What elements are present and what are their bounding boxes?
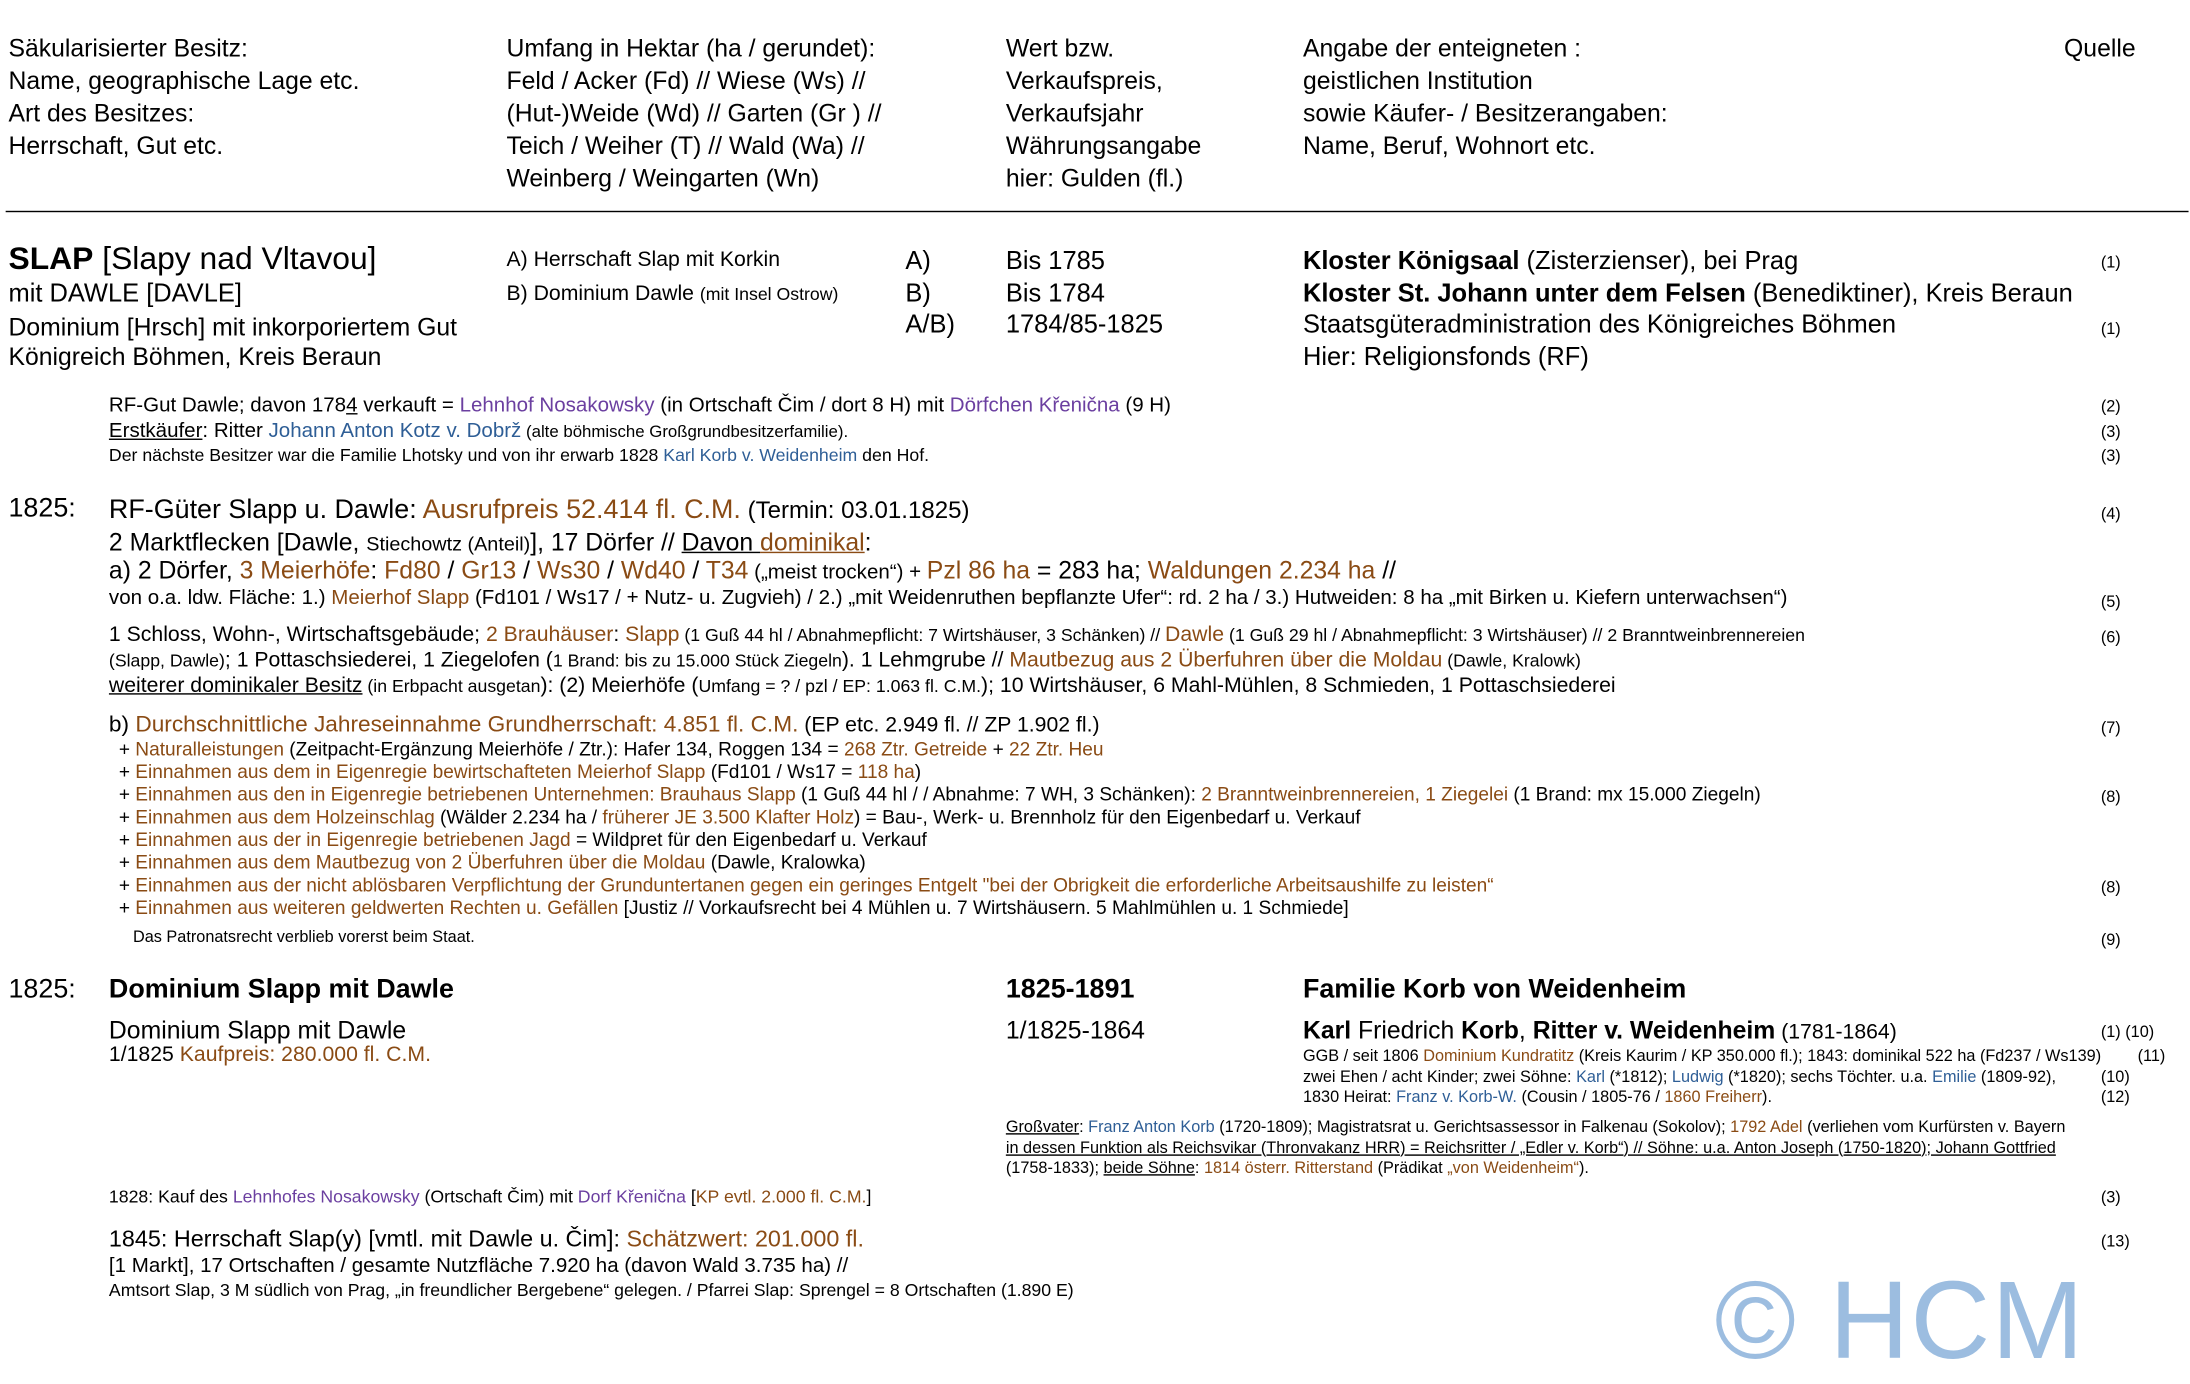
detail-line: (1758-1833); beide Söhne: 1814 österr. Ritterstand (Prädikat „von Weidenheim“). xyxy=(1005,1160,1589,1178)
source-ref: (10) xyxy=(2100,1069,2130,1087)
entry-labels xyxy=(905,245,955,340)
family-title: Familie Korb von Weidenheim xyxy=(1302,974,1687,1005)
label-b: B) xyxy=(905,277,931,307)
source-ref: (4) xyxy=(2100,506,2121,524)
source-ref: (12) xyxy=(2100,1089,2130,1107)
header-line: Name, geographische Lage etc. xyxy=(8,66,360,95)
source-ref: (5) xyxy=(2100,594,2121,612)
entry-dates xyxy=(1006,245,1163,340)
header-line: Währungsangabe xyxy=(1005,131,1202,160)
list-item: + Einnahmen aus weiteren geldwerten Rechten u. Gefällen [Justiz // Vorkaufsrecht bei 4 Mühlen u. 7 Wirtshäusern. 5 Mahlmühlen u. 1 Schmiede] xyxy=(118,896,1349,919)
header-line: Teich / Weiher (T) // Wald (Wa) // xyxy=(506,131,865,160)
header-line: sowie Käufer- / Besitzerangaben: xyxy=(1302,99,1668,128)
header-line: Name, Beruf, Wohnort etc. xyxy=(1302,131,1596,160)
section-line: 1/1825 Kaufpreis: 280.000 fl. C.M. xyxy=(108,1042,431,1067)
label-ab: A/B) xyxy=(905,309,955,339)
source-ref: (1) xyxy=(2100,321,2121,339)
header-line: Herrschaft, Gut etc. xyxy=(8,131,224,160)
header-col-umfang xyxy=(506,33,881,196)
herrschaft-1845: 1845: Herrschaft Slap(y) [vmtl. mit Dawle u. Čim]: Schätzwert: 201.000 fl. xyxy=(108,1226,864,1253)
institution-4: Hier: Religionsfonds (RF) xyxy=(1302,341,1589,370)
list-item: + Einnahmen aus dem Mautbezug von 2 Überfuhren über die Moldau (Dawle, Kralowka) xyxy=(118,851,866,873)
date-b: Bis 1784 xyxy=(1005,277,1105,307)
section-title: RF-Güter Slapp u. Dawle: Ausrufpreis 52.414 fl. C.M. (Termin: 03.01.1825) xyxy=(108,495,970,525)
entry-line: Dominium [Hrsch] mit inkorporiertem Gut xyxy=(8,312,457,341)
header-line: Art des Besitzes: xyxy=(8,99,195,128)
source-ref: (6) xyxy=(2100,629,2121,647)
header-divider xyxy=(6,211,2189,212)
header-line: Feld / Acker (Fd) // Wiese (Ws) // xyxy=(506,66,866,95)
source-ref: (3) xyxy=(2100,424,2121,442)
header-col-institution xyxy=(1303,33,1668,163)
header-line: Verkaufspreis, xyxy=(1005,66,1163,95)
detail-line: zwei Ehen / acht Kinder; zwei Söhne: Karl (*1812); Ludwig (*1820); sechs Töchter. u.a. Emilie (1809-92), xyxy=(1302,1068,2057,1086)
header-line: Verkaufsjahr xyxy=(1005,99,1144,128)
list-item: + Einnahmen aus dem in Eigenregie bewirtschafteten Meierhof Slapp (Fd101 / Ws17 = 118 ha) xyxy=(118,761,922,783)
section-title: Dominium Slapp mit Dawle xyxy=(108,974,454,1005)
header-line: (Hut-)Weide (Wd) // Garten (Gr ) // xyxy=(506,99,882,128)
institution-2: Kloster St. Johann unter dem Felsen (Benediktiner), Kreis Beraun xyxy=(1302,277,2073,307)
copyright-watermark: © HCM xyxy=(1714,1257,2085,1383)
list-item: + Naturalleistungen (Zeitpacht-Ergänzung Meierhöfe / Ztr.): Hafer 134, Roggen 134 = 268 Ztr. Getreide + 22 Ztr. Heu xyxy=(118,738,1104,760)
part-b-main: B) Dominium Dawle xyxy=(506,281,700,306)
note-line: RF-Gut Dawle; davon 1784 verkauft = Lehnhof Nosakowsky (in Ortschaft Čim / dort 8 H) mit Dörfchen Křenična (9 H) xyxy=(108,394,1171,418)
header-line: Säkularisierter Besitz: xyxy=(8,33,248,63)
period: 1/1825-1864 xyxy=(1005,1015,1145,1045)
label-a: A) xyxy=(905,246,931,275)
source-ref: (3) xyxy=(2100,1189,2121,1207)
header-line: hier: Gulden (fl.) xyxy=(1005,164,1184,193)
section-line: von o.a. ldw. Fläche: 1.) Meierhof Slapp (Fd101 / Ws17 / + Nutz- u. Zugvieh) / 2.) „mit Weidenruthen bepflanzte Ufer“: rd. 2 ha / 3.) Hutweiden: 8 ha „mit Birken u. Kiefern unterwachsen“) xyxy=(108,587,1788,610)
header-line: Umfang in Hektar (ha / gerundet): xyxy=(506,33,876,63)
source-ref: (8) xyxy=(2100,879,2121,897)
section-line: Dominium Slapp mit Dawle xyxy=(108,1015,407,1045)
detail-line: in dessen Funktion als Reichsvikar (Thronvakanz HRR) = Reichsritter / „Edler v. Korb“) // Söhne: u.a. Anton Joseph (1750-1820); Johann Gottfried xyxy=(1005,1139,2056,1157)
herrschaft-1845-line: [1 Markt], 17 Ortschaften / gesamte Nutzfläche 7.920 ha (davon Wald 3.735 ha) // xyxy=(108,1254,849,1278)
section-line: (Slapp, Dawle); 1 Pottaschsiederei, 1 Ziegelofen (1 Brand: bis zu 15.000 Stück Ziegeln). 1 Lehmgrube // Mautbezug aus 2 Überfuhren über die Moldau (Dawle, Kralowk) xyxy=(108,647,1581,672)
date-a: Bis 1785 xyxy=(1005,246,1105,275)
note-line: Der nächste Besitzer war die Familie Lhotsky und von ihr erwarb 1828 Karl Korb v. Weidenheim den Hof. xyxy=(108,445,930,466)
owner-name: Karl Friedrich Korb, Ritter v. Weidenheim (1781-1864) xyxy=(1302,1015,1897,1045)
entry-part-b xyxy=(506,282,838,307)
header-col-quelle: Quelle xyxy=(2064,33,2136,63)
list-item: + Einnahmen aus der nicht ablösbaren Verpflichtung der Grunduntertanen gegen ein geringes Entgelt "bei der Obrigkeit die erforderliche Arbeitsaushilfe zu leisten“ xyxy=(118,874,1494,896)
note-line: Erstkäufer: Ritter Johann Anton Kotz v. Dobrž (alte böhmische Großgrundbesitzerfamilie). xyxy=(108,420,849,443)
institution-3: Staatsgüteradministration des Königreiches Böhmen xyxy=(1302,309,1897,339)
part-b-small: (mit Insel Ostrow) xyxy=(699,284,839,305)
year-label: 1825: xyxy=(8,493,76,524)
list-item: + Einnahmen aus dem Holzeinschlag (Wälder 2.234 ha / früherer JE 3.500 Klafter Holz) = Bau-, Werk- u. Brennholz für den Eigenbedarf u. Verkauf xyxy=(118,806,1361,828)
entry-institutions xyxy=(1303,245,2073,372)
entry-name-rest: [Slapy nad Vltavou] xyxy=(93,240,377,276)
header-line: geistlichen Institution xyxy=(1302,66,1533,95)
entry-line: Königreich Böhmen, Kreis Beraun xyxy=(8,342,382,371)
period: 1825-1891 xyxy=(1005,974,1135,1005)
header-line: Wert bzw. xyxy=(1005,33,1115,63)
section-line: weiterer dominikaler Besitz (in Erbpacht ausgetan): (2) Meierhöfe (Umfang = ? / pzl / EP: 1.063 fl. C.M.); 10 Wirtshäuser, 6 Mahl-Mühlen, 8 Schmieden, 1 Pottaschsiederei xyxy=(108,673,1616,698)
source-ref: (2) xyxy=(2100,398,2121,416)
source-ref: (3) xyxy=(2100,448,2121,466)
source-ref: (13) xyxy=(2100,1233,2130,1251)
source-ref: (1) (10) xyxy=(2100,1024,2155,1042)
section-line: a) 2 Dörfer, 3 Meierhöfe: Fd80 / Gr13 / Ws30 / Wd40 / T34 („meist trocken“) + Pzl 86 ha = 283 ha; Waldungen 2.234 ha // xyxy=(108,555,1396,585)
grandfather-note xyxy=(1006,1118,2066,1180)
header-line: Angabe der enteigneten : xyxy=(1302,33,1582,63)
list-item: + Einnahmen aus der in Eigenregie betriebenen Jagd = Wildpret für den Eigenbedarf u. Verkauf xyxy=(118,829,927,851)
patronat-note: Das Patronatsrecht verblieb vorerst beim Staat. xyxy=(132,929,475,947)
source-ref: (11) xyxy=(2137,1048,2166,1066)
entry-line: mit DAWLE [DAVLE] xyxy=(8,278,242,307)
entry-part-a: A) Herrschaft Slap mit Korkin xyxy=(506,247,781,272)
section-line: b) Durchschnittliche Jahreseinnahme Grundherrschaft: 4.851 fl. C.M. (EP etc. 2.949 fl. // ZP 1.902 fl.) xyxy=(108,713,1100,738)
purchase-1828: 1828: Kauf des Lehnhofes Nosakowsky (Ortschaft Čim) mit Dorf Křenična [KP evtl. 2.000 fl. C.M.] xyxy=(108,1186,872,1207)
date-ab: 1784/85-1825 xyxy=(1005,309,1164,339)
detail-line: Großvater: Franz Anton Korb (1720-1809); Magistratsrat u. Gerichtsassessor in Falkenau (Sokolov); 1792 Adel (verliehen vom Kurfürsten v. Bayern xyxy=(1005,1119,2066,1137)
header-col-wert xyxy=(1006,33,1201,196)
source-ref: (1) xyxy=(2100,254,2121,272)
source-ref: (9) xyxy=(2100,932,2121,950)
detail-line: 1830 Heirat: Franz v. Korb-W. (Cousin / 1805-76 / 1860 Freiherr). xyxy=(1302,1089,1773,1107)
entry-name-bold: SLAP xyxy=(8,240,94,276)
detail-line: GGB / seit 1806 Dominium Kundratitz (Kreis Kaurim / KP 350.000 fl.); 1843: dominikal 522 ha (Fd237 / Ws139) xyxy=(1302,1048,2102,1066)
revenue-list xyxy=(119,738,1761,919)
entry-title xyxy=(8,239,376,277)
institution-1: Kloster Königsaal (Zisterzienser), bei Prag xyxy=(1302,246,1799,275)
year-label: 1825: xyxy=(8,974,76,1005)
source-ref: (7) xyxy=(2100,720,2121,738)
section-line: 1 Schloss, Wohn-, Wirtschaftsgebäude; 2 Brauhäuser: Slapp (1 Guß 44 hl / Abnahmepflicht: 7 Wirtshäuser, 3 Schänken) // Dawle (1 Guß 29 hl / Abnahmepflicht: 3 Wirtshäuser) // 2 Branntweinbrennereien xyxy=(108,622,1805,647)
owner-details xyxy=(1303,1047,2101,1109)
herrschaft-1845-line: Amtsort Slap, 3 M südlich von Prag, „in freundlicher Bergebene“ gelegen. / Pfarrei Slap: Sprengel = 8 Ortschaften (1.890 E) xyxy=(108,1280,1074,1301)
list-item: + Einnahmen aus den in Eigenregie betriebenen Unternehmen: Brauhaus Slapp (1 Guß 44 hl / / Abnahme: 7 WH, 3 Schänken): 2 Branntweinbrennereien, 1 Ziegelei (1 Brand: mx 15.000 Ziegeln) xyxy=(118,783,1761,805)
section-line: 2 Marktflecken [Dawle, Stiechowtz (Anteil)], 17 Dörfer // Davon dominikal: xyxy=(108,527,872,556)
header-col-besitz xyxy=(8,33,359,163)
source-ref: (8) xyxy=(2100,789,2121,807)
header-line: Weinberg / Weingarten (Wn) xyxy=(506,164,820,193)
